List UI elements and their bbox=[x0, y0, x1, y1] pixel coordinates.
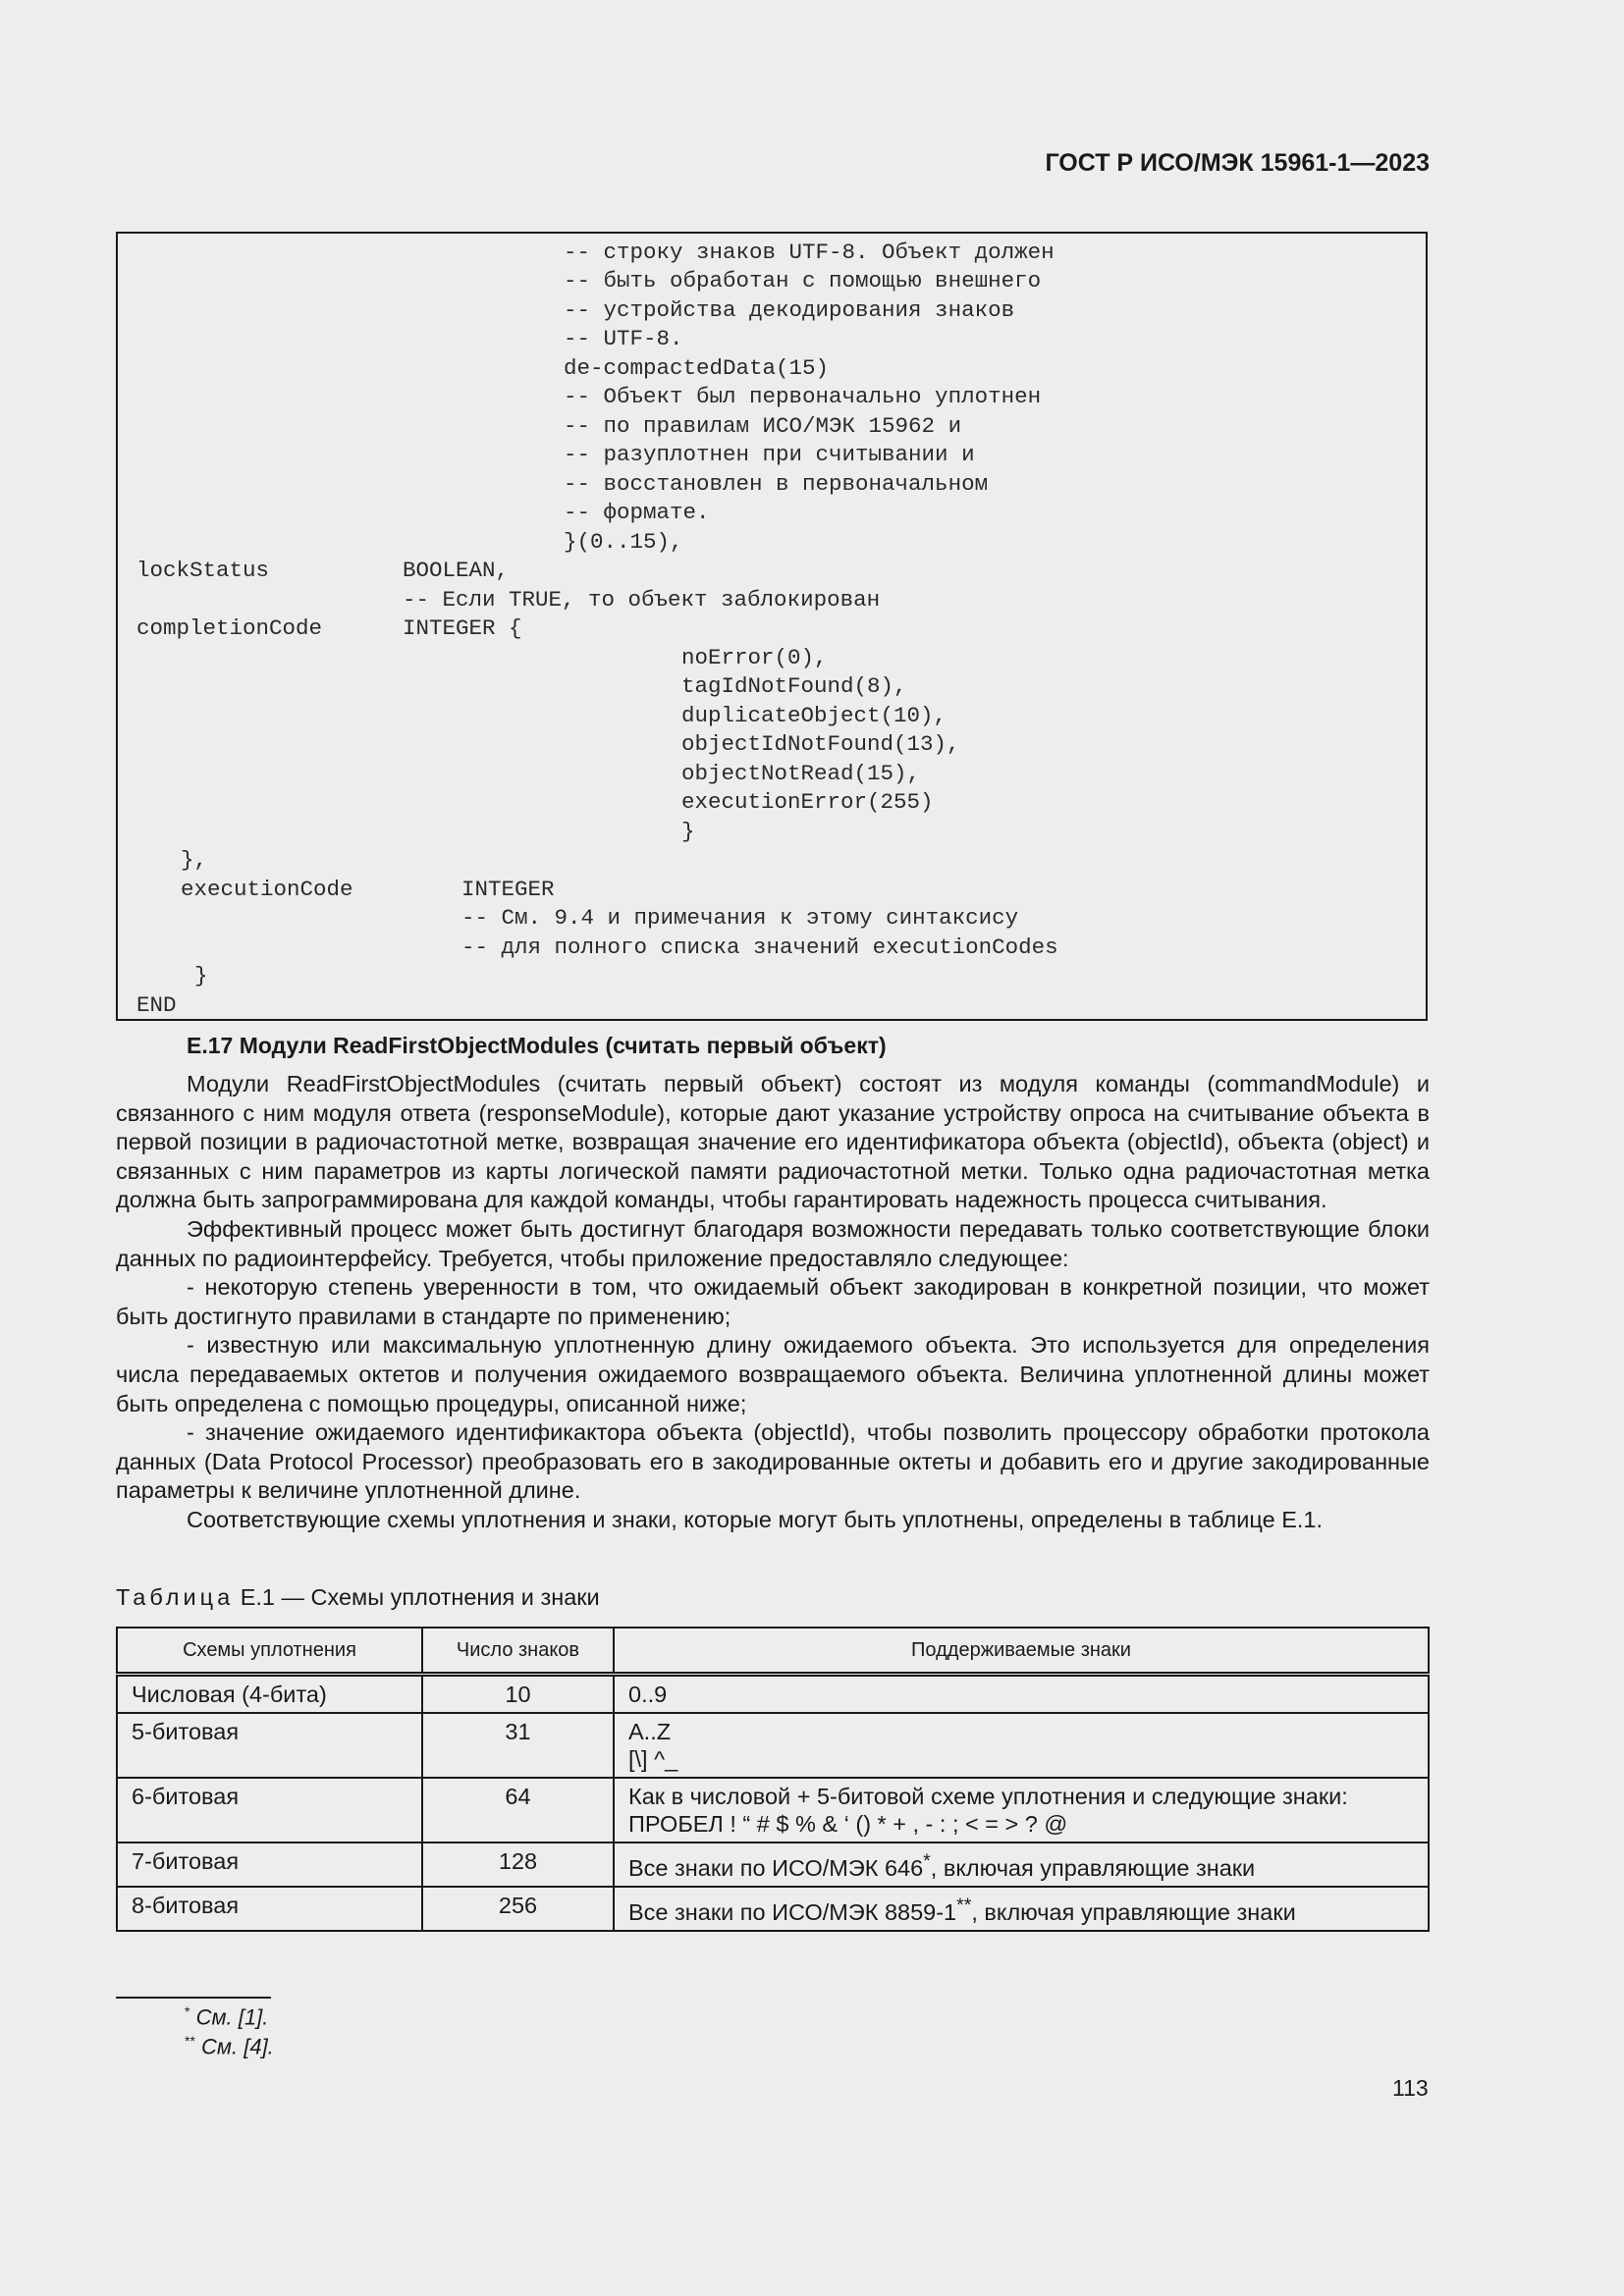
table-row bbox=[117, 1887, 1429, 1931]
table-cell-chars bbox=[614, 1842, 1429, 1887]
list-item: - некоторую степень уверенности в том, что ожидаемый объект закодирован в конкретной позиции, что может быть достигнуто правилами в стандарте по применению; bbox=[116, 1274, 1430, 1329]
code-field-name: executionCode bbox=[181, 877, 353, 902]
table-cell-count: 256 bbox=[422, 1887, 614, 1931]
table-row bbox=[117, 1842, 1429, 1887]
list-item: - известную или максимальную уплотненную длину ожидаемого объекта. Это используется для определения числа передаваемых октетов и получения ожидаемого возвращаемого объекта. Величина уплотненной длины может быть определена с помощью процедуры, описанной ниже; bbox=[116, 1332, 1430, 1416]
table-caption-text: E.1 — Схемы уплотнения и знаки bbox=[240, 1584, 600, 1610]
table-cell-count: 64 bbox=[422, 1778, 614, 1842]
code-line: objectNotRead(15), bbox=[681, 761, 921, 786]
code-line: -- восстановлен в первоначальном bbox=[564, 471, 989, 497]
code-line: duplicateObject(10), bbox=[681, 703, 947, 728]
code-field-name: lockStatus bbox=[136, 558, 270, 583]
page-number: 113 bbox=[1392, 2075, 1429, 2101]
table-header-row bbox=[117, 1628, 1429, 1675]
footnote-marker: * bbox=[923, 1850, 931, 1872]
code-line: de-compactedData(15) bbox=[564, 355, 830, 381]
code-line: -- для полного списка значений executionCodes bbox=[461, 934, 1058, 960]
code-line: -- разуплотнен при считывании и bbox=[564, 442, 975, 467]
paragraph: Эффективный процесс может быть достигнут благодаря возможности передавать только соответствующие блоки данных по радиоинтерфейсу. Требуется, чтобы приложение предоставляло следующее: bbox=[116, 1215, 1430, 1271]
table-cell-chars: 0..9 bbox=[614, 1675, 1429, 1714]
code-line: -- Если TRUE, то объект заблокирован bbox=[403, 587, 881, 613]
table-cell-scheme: Числовая (4-бита) bbox=[117, 1675, 422, 1714]
table-row bbox=[117, 1778, 1429, 1842]
paragraph: Модули ReadFirstObjectModules (считать первый объект) состоят из модуля команды (commandModule) и связанного с ним модуля ответа (responseModule), которые дают указание устройству опроса на считывание объекта в первой позиции в радиочастотной метке, возвращая значение его идентификатора объекта (objectId), объекта (object) и связанных с ним параметров из карты логической памяти радиочастотной метки. Только одна радиочастотная метка должна быть запрограммирована для каждой команды, чтобы гарантировать надежность процесса считывания. bbox=[116, 1071, 1430, 1213]
code-line: -- устройства декодирования знаков bbox=[564, 297, 1015, 323]
chars-text: , включая управляющие знаки bbox=[971, 1898, 1296, 1925]
code-field-name: completionCode bbox=[136, 615, 323, 641]
table-cell-count: 128 bbox=[422, 1842, 614, 1887]
footnote-separator bbox=[116, 1997, 271, 1999]
table-caption bbox=[116, 1584, 600, 1611]
table-cell-chars bbox=[614, 1778, 1429, 1842]
code-line: -- строку знаков UTF-8. Объект должен bbox=[564, 240, 1055, 265]
table-cell-scheme: 5-битовая bbox=[117, 1713, 422, 1778]
chars-text: Все знаки по ИСО/МЭК 646 bbox=[628, 1854, 924, 1881]
code-line: noError(0), bbox=[681, 645, 828, 670]
footnote-mark: * bbox=[185, 2003, 190, 2019]
code-line: -- Объект был первоначально уплотнен bbox=[564, 384, 1042, 409]
code-line: }(0..15), bbox=[564, 529, 683, 555]
footnote-text: См. [1]. bbox=[195, 2004, 269, 2030]
footnote bbox=[185, 2033, 274, 2059]
compaction-schemes-table bbox=[116, 1627, 1430, 1932]
table-header-cell: Поддерживаемые знаки bbox=[614, 1628, 1429, 1675]
footnote-marker: ** bbox=[956, 1894, 972, 1916]
chars-text: Все знаки по ИСО/МЭК 8859-1 bbox=[628, 1898, 957, 1925]
table-cell-scheme: 6-битовая bbox=[117, 1778, 422, 1842]
chars-line: [\] ^_ bbox=[628, 1746, 678, 1772]
asn1-code-block bbox=[116, 232, 1428, 1021]
code-line: BOOLEAN, bbox=[403, 558, 510, 583]
chars-line: ПРОБЕЛ ! “ # $ % & ‘ () * + , - : ; < = > ? @ bbox=[628, 1811, 1068, 1837]
table-cell-chars bbox=[614, 1713, 1429, 1778]
table-caption-label: Таблица bbox=[116, 1584, 235, 1610]
table-row bbox=[117, 1713, 1429, 1778]
code-line: executionError(255) bbox=[681, 789, 934, 815]
footnote-text: См. [4]. bbox=[201, 2034, 274, 2059]
table-cell-scheme: 8-битовая bbox=[117, 1887, 422, 1931]
list-item: - значение ожидаемого идентификактора объекта (objectId), чтобы позволить процессору обработки протокола данных (Data Protocol Processor) преобразовать его в закодированные октеты и добавить его и другие закодированные параметры к величине уплотненной длине. bbox=[116, 1419, 1430, 1504]
code-line: INTEGER { bbox=[403, 615, 522, 641]
paragraph: Соответствующие схемы уплотнения и знаки, которые могут быть уплотнены, определены в таблице E.1. bbox=[187, 1506, 1323, 1532]
chars-text: , включая управляющие знаки bbox=[930, 1854, 1256, 1881]
code-line: END bbox=[136, 992, 177, 1018]
code-line: INTEGER bbox=[461, 877, 555, 902]
code-line: -- UTF-8. bbox=[564, 326, 683, 351]
table-header-cell: Число знаков bbox=[422, 1628, 614, 1675]
chars-line: Как в числовой + 5-битовой схеме уплотнения и следующие знаки: bbox=[628, 1784, 1348, 1809]
code-line: -- быть обработан с помощью внешнего bbox=[564, 268, 1042, 294]
footnote-mark: ** bbox=[185, 2033, 195, 2049]
code-line: -- См. 9.4 и примечания к этому синтаксису bbox=[461, 905, 1019, 931]
table-cell-scheme: 7-битовая bbox=[117, 1842, 422, 1887]
section-body bbox=[116, 1070, 1430, 1535]
table-cell-chars bbox=[614, 1887, 1429, 1931]
code-line: }, bbox=[181, 847, 208, 873]
code-line: -- формате. bbox=[564, 500, 710, 525]
table-row bbox=[117, 1675, 1429, 1714]
code-line: } bbox=[194, 963, 208, 988]
code-line: -- по правилам ИСО/МЭК 15962 и bbox=[564, 413, 962, 439]
code-line: } bbox=[681, 819, 695, 844]
table-header-cell: Схемы уплотнения bbox=[117, 1628, 422, 1675]
code-line: tagIdNotFound(8), bbox=[681, 673, 907, 699]
section-title: E.17 Модули ReadFirstObjectModules (считать первый объект) bbox=[187, 1033, 887, 1058]
table-cell-count: 31 bbox=[422, 1713, 614, 1778]
code-line: objectIdNotFound(13), bbox=[681, 731, 960, 757]
table-cell-count: 10 bbox=[422, 1675, 614, 1714]
document-header: ГОСТ Р ИСО/МЭК 15961-1—2023 bbox=[1045, 149, 1430, 177]
footnote bbox=[185, 2003, 268, 2030]
chars-line: A..Z bbox=[628, 1719, 672, 1744]
